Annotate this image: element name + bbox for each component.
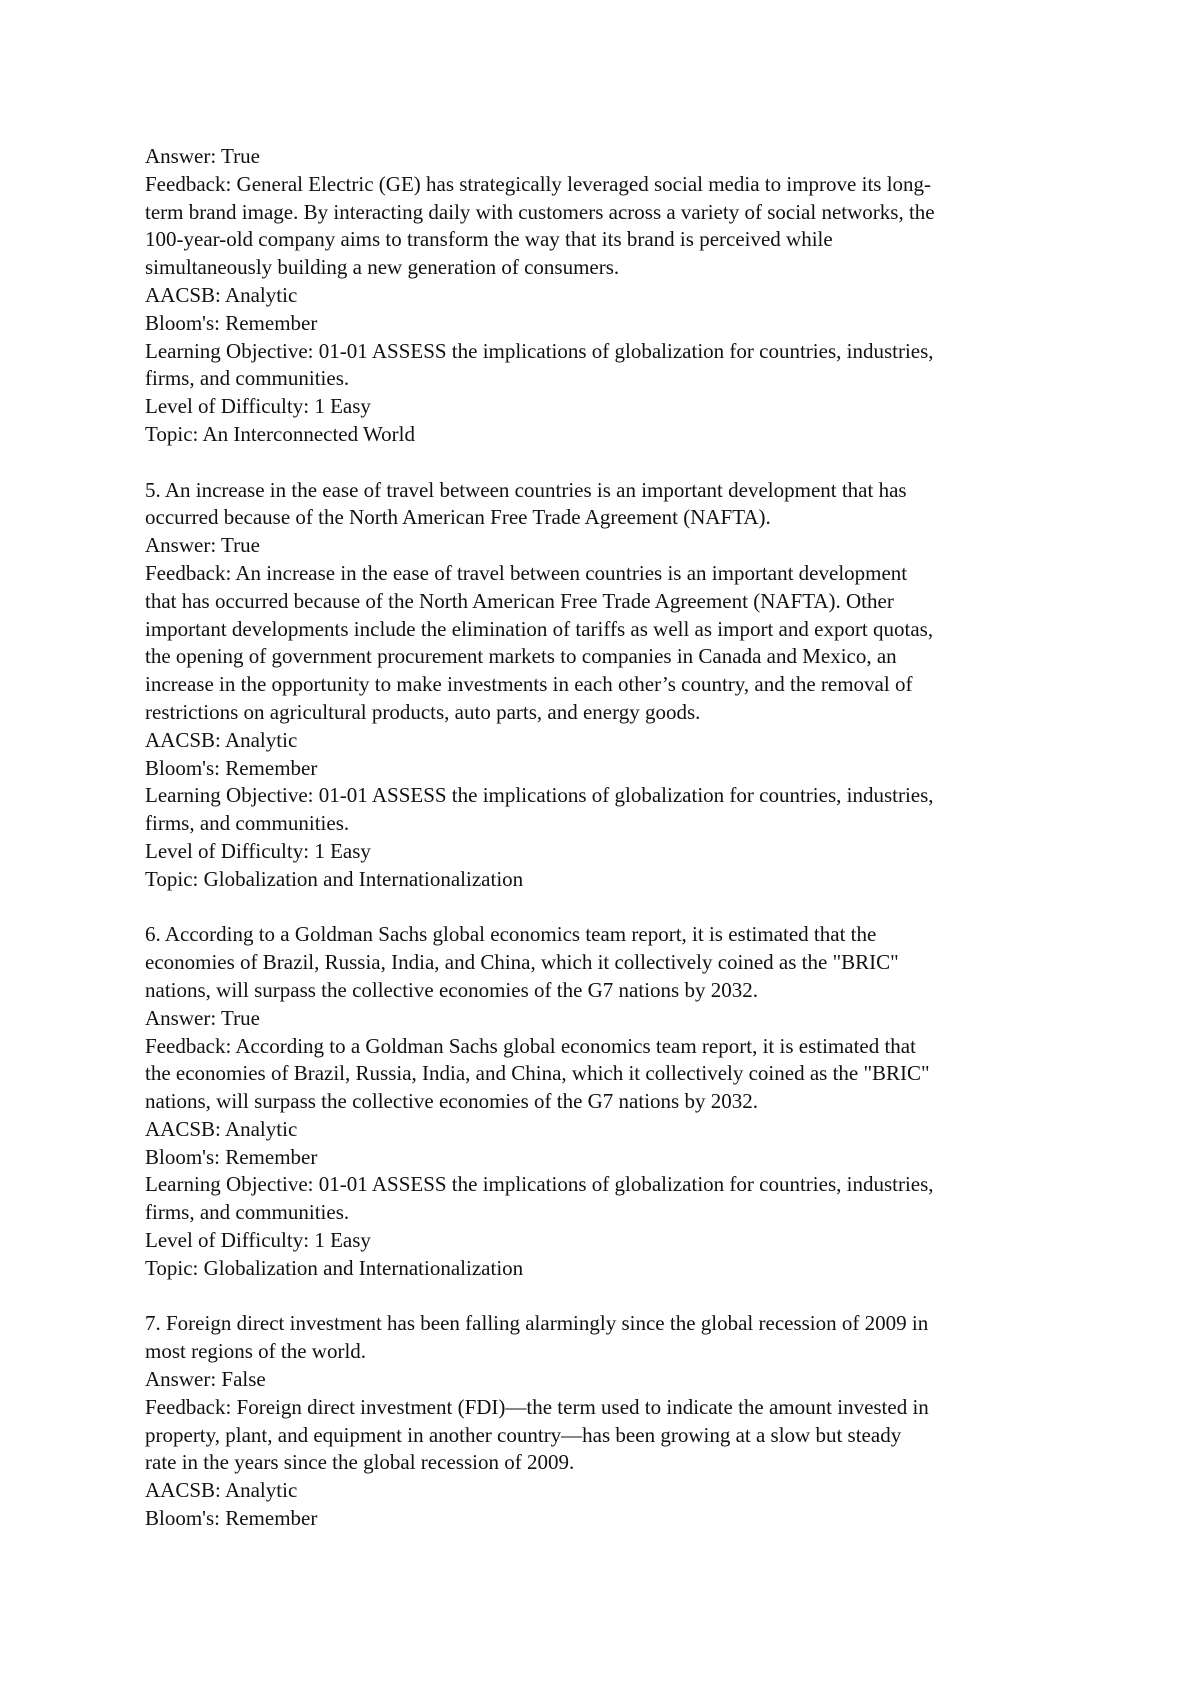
difficulty-line: Level of Difficulty: 1 Easy: [145, 838, 371, 863]
feedback-line: the opening of government procurement markets to companies in Canada and Mexico, an: [145, 644, 897, 669]
blooms-line: Bloom's: Remember: [145, 1506, 318, 1531]
question-item-5: [145, 477, 1080, 894]
answer-line: Answer: True: [145, 533, 260, 558]
feedback-line: restrictions on agricultural products, auto parts, and energy goods.: [145, 699, 701, 724]
learning-objective-line: Learning Objective: 01-01 ASSESS the implications of globalization for countries, industries,: [145, 1172, 934, 1197]
blooms-line: Bloom's: Remember: [145, 310, 318, 335]
feedback-line: Feedback: An increase in the ease of travel between countries is an important development: [145, 560, 908, 585]
difficulty-line: Level of Difficulty: 1 Easy: [145, 1228, 371, 1253]
learning-objective-line: firms, and communities.: [145, 1200, 350, 1225]
blooms-line: Bloom's: Remember: [145, 755, 318, 780]
feedback-line: rate in the years since the global recession of 2009.: [145, 1450, 575, 1475]
aacsb-line: AACSB: Analytic: [145, 282, 298, 307]
feedback-line: term brand image. By interacting daily with customers across a variety of social networks, the: [145, 199, 935, 224]
question-line: nations, will surpass the collective economies of the G7 nations by 2032.: [145, 977, 758, 1002]
question-line: 5. An increase in the ease of travel between countries is an important development that has: [145, 477, 907, 502]
question-line: occurred because of the North American Free Trade Agreement (NAFTA).: [145, 505, 771, 530]
aacsb-line: AACSB: Analytic: [145, 727, 298, 752]
page-content: [145, 143, 1080, 1533]
paragraph-gap: [145, 1283, 1080, 1311]
topic-line: Topic: Globalization and Internationalization: [145, 866, 524, 891]
question-line: most regions of the world.: [145, 1339, 367, 1364]
question-line: 6. According to a Goldman Sachs global economics team report, it is estimated that the: [145, 922, 877, 947]
aacsb-line: AACSB: Analytic: [145, 1478, 298, 1503]
feedback-line: the economies of Brazil, Russia, India, and China, which it collectively coined as the "BRIC": [145, 1061, 930, 1086]
feedback-line: Feedback: According to a Goldman Sachs global economics team report, it is estimated that: [145, 1033, 916, 1058]
question-item-4: [145, 143, 1080, 449]
learning-objective-line: firms, and communities.: [145, 366, 350, 391]
feedback-line: property, plant, and equipment in another country—has been growing at a slow but steady: [145, 1422, 902, 1447]
learning-objective-line: firms, and communities.: [145, 811, 350, 836]
feedback-line: that has occurred because of the North American Free Trade Agreement (NAFTA). Other: [145, 588, 894, 613]
feedback-line: Feedback: General Electric (GE) has strategically leveraged social media to improve its long-: [145, 171, 932, 196]
feedback-line: simultaneously building a new generation of consumers.: [145, 255, 620, 280]
learning-objective-line: Learning Objective: 01-01 ASSESS the implications of globalization for countries, industries,: [145, 338, 934, 363]
feedback-line: increase in the opportunity to make investments in each other’s country, and the removal of: [145, 672, 913, 697]
answer-line: Answer: True: [145, 144, 260, 168]
topic-line: Topic: An Interconnected World: [145, 421, 415, 446]
paragraph-gap: [145, 449, 1080, 477]
learning-objective-line: Learning Objective: 01-01 ASSESS the implications of globalization for countries, industries,: [145, 783, 934, 808]
blooms-line: Bloom's: Remember: [145, 1144, 318, 1169]
question-item-6: [145, 921, 1080, 1282]
feedback-line: Feedback: Foreign direct investment (FDI)—the term used to indicate the amount invested in: [145, 1394, 929, 1419]
paragraph-gap: [145, 894, 1080, 922]
difficulty-line: Level of Difficulty: 1 Easy: [145, 394, 371, 419]
feedback-line: 100-year-old company aims to transform the way that its brand is perceived while: [145, 227, 833, 252]
question-line: 7. Foreign direct investment has been falling alarmingly since the global recession of 2009 in: [145, 1311, 929, 1336]
feedback-line: important developments include the elimination of tariffs as well as import and export quotas,: [145, 616, 934, 641]
question-item-7: [145, 1310, 1080, 1532]
answer-line: Answer: False: [145, 1367, 266, 1392]
aacsb-line: AACSB: Analytic: [145, 1116, 298, 1141]
topic-line: Topic: Globalization and Internationalization: [145, 1255, 524, 1280]
feedback-line: nations, will surpass the collective economies of the G7 nations by 2032.: [145, 1089, 758, 1114]
question-line: economies of Brazil, Russia, India, and China, which it collectively coined as the "BRIC": [145, 950, 899, 975]
answer-line: Answer: True: [145, 1005, 260, 1030]
